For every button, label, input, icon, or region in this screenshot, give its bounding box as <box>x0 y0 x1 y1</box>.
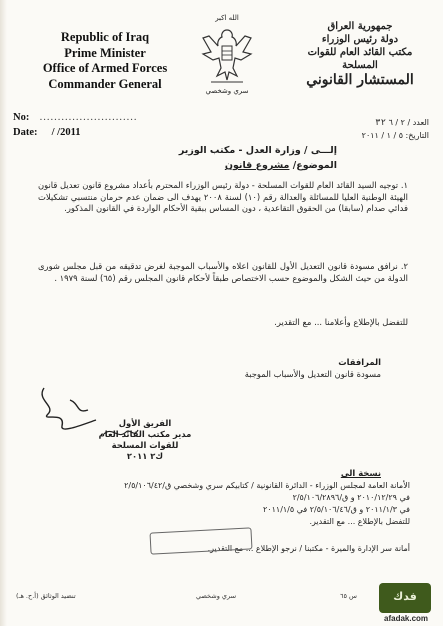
copies-title: نسخة الى <box>340 468 381 478</box>
attachments-title: المرافقات <box>338 357 381 367</box>
footer-left: تنضيد الوثائق (أ.ح. هـ) <box>16 592 76 600</box>
header-ar-line4: المستشار القانوني <box>306 72 414 88</box>
footer-center: سري وشخصي <box>196 592 237 600</box>
copy-line-5: أمانة سر الإدارة والميرة - مكتبنا / نرجو الإطلاع ... مع التقدير. <box>207 544 410 553</box>
signatory-details <box>90 418 200 462</box>
copy-line-1: الأمانة العامة لمجلس الوزراء - الدائرة القانونية / كتابيكم سري وشخصي ق/٢/٥/١٠٦/٤٢ <box>124 481 410 490</box>
number-label: No: <box>13 112 30 123</box>
signatory-rank: الفريق الأول <box>118 418 172 428</box>
copy-line-4: للتفضل بالإطلاع ... مع التقدير. <box>309 517 410 526</box>
page-edge-shadow <box>0 0 7 626</box>
watermark-site: afadak.com <box>384 614 429 623</box>
eagle-icon <box>199 24 255 86</box>
attachments <box>245 357 381 380</box>
closing-line: للتفضل بالإطلاع وأعلامنا ... مع التقدير. <box>274 317 408 327</box>
date-field <box>13 127 81 138</box>
number-field <box>13 112 138 123</box>
addressee: إلـــى / وزارة العدل - مكتب الوزير <box>178 145 337 156</box>
iraq-emblem <box>195 14 259 95</box>
arabic-ref-number <box>375 118 429 128</box>
arabic-ref-value: ٣٢ <box>375 118 387 128</box>
date-value: / /2011 <box>51 127 81 138</box>
header-en-line3: Office of Armed Forces <box>42 61 168 75</box>
attachments-item: مسودة قانون التعديل والأسباب الموجبة <box>244 368 381 379</box>
header-arabic <box>290 20 430 87</box>
paragraph-1: ١. توجيه السيد القائد العام للقوات المسلحة - دولة رئيس الوزراء المحترم بأعداد مشروع قانون تعديل قانون الهيئة الوطنية العليا للمسائلة والعدالة رقم (١٠) لسنة ٢٠٠٨ يهدف الى ضمان عدم حرمان منتسبي تشكيلات فدائي صدام (سابقا) من الحقوق التقاعدية ، دون المساس ببقية الأحكام الواردة في القانون المذكور. <box>38 180 409 214</box>
signature-date: ك٢ ٢٠١١ <box>126 451 164 461</box>
emblem-classification: سري وشخصي <box>205 87 249 95</box>
subject-label: الموضوع/ <box>292 160 337 171</box>
paragraph-2: ٢. نرافق مسودة قانون التعديل الأول للقانون اعلاه والأسباب الموجبة لغرض تدقيقه من قبل مجلس شورى الدولة من حيث الشكل والموضوع حسب الاختصاص طبقاً لأحكام قانون المجلس رقم (٦٥) لسنة ١٩٧٩ . <box>38 261 408 283</box>
header-en-line2: Prime Minister <box>64 45 146 60</box>
emblem-motto: الله اكبر <box>215 14 239 22</box>
watermark-logo: فدك <box>379 583 431 613</box>
date-label: Date: <box>13 127 38 138</box>
footer-right: س ٦٥ <box>340 592 357 600</box>
subject-line <box>225 160 337 171</box>
subject-value: مشروع قانون <box>224 160 290 171</box>
copy-line-2: في ٢٠١٠/١٢/٢٩ و ق/٢/٥/١٠٦/٢٨٩٦ <box>292 493 410 502</box>
arabic-date: التاريخ: ٥ / ١ / ٢٠١١ <box>361 131 429 140</box>
header-ar-line2: دولة رئيس الوزراء <box>321 34 399 45</box>
header-english <box>30 30 180 92</box>
header-en-line1: Republic of Iraq <box>60 30 150 44</box>
copy-line-3: في ٢٠١١/١/٣ و ق/٢/٥/١٠٦/٤٦ في ٢٠١١/١/٥ <box>263 505 410 514</box>
header-en-line4: Commander General <box>48 76 162 91</box>
signatory-title-1: مدير مكتب القائد العام <box>98 429 192 439</box>
header-ar-line1: جمهورية العراق <box>327 21 393 32</box>
signatory-title-2: للقوات المسلحة <box>111 440 179 450</box>
header-ar-line3: مكتب القائد العام للقوات المسلحة <box>307 47 413 71</box>
arabic-ref-label: العدد / ٢ / ٦ <box>388 118 429 127</box>
number-value: ........................... <box>39 112 138 123</box>
